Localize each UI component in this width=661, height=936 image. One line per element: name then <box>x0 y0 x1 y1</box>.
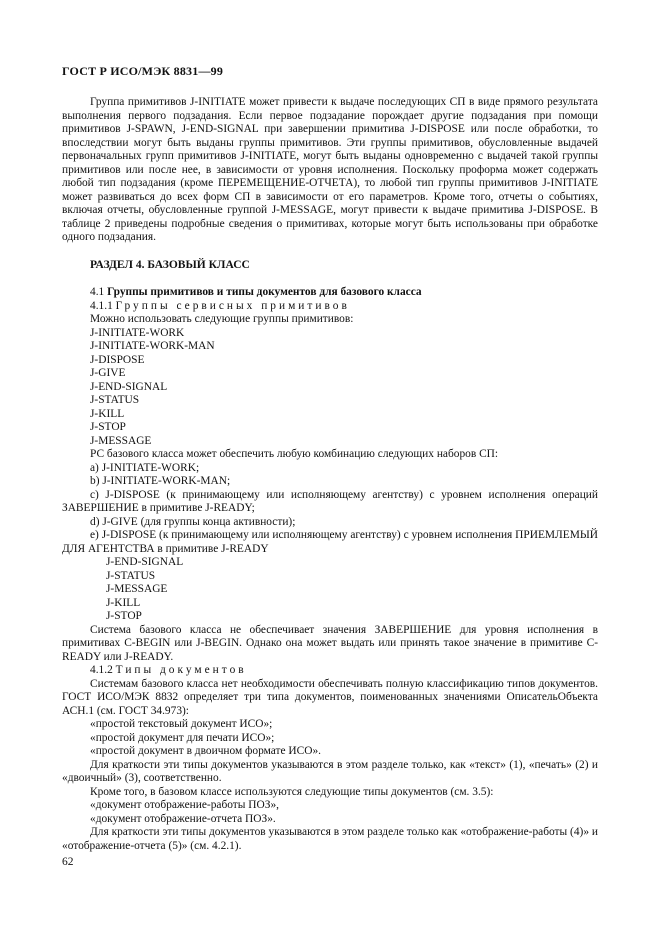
option-d: d) J-GIVE (для группы конца активности); <box>90 515 296 528</box>
rs-intro-text: РС базового класса может обеспечить любую комбинацию следующих наборов СП: <box>90 448 499 460</box>
primitive-group-list <box>62 327 598 449</box>
base-system-paragraph: Система базового класса не обеспечивает значения ЗАВЕРШЕНИЕ для уровня исполнения в примитивах C-BEGIN или J-BEGIN. Однако она может выдать или принять такое значение в примитиве C-READY или J-READY. <box>62 623 598 663</box>
list-item: J-KILL <box>106 596 141 609</box>
list-item: J-END-SIGNAL <box>106 556 184 568</box>
document-body <box>62 96 598 853</box>
list-item: J-MESSAGE <box>90 434 152 447</box>
list-item: J-STATUS <box>90 394 140 406</box>
list-item: «простой текстовый документ ИСО»; <box>90 718 273 730</box>
option-a: a) J-INITIATE-WORK; <box>90 461 200 474</box>
subsection-4-1-1 <box>62 300 598 314</box>
subsection-4-1-2-title: Типы документов <box>115 664 247 676</box>
list-item: J-STATUS <box>106 569 156 582</box>
subsection-4-1-1-title: Группы сервисных примитивов <box>115 299 350 312</box>
document-header: ГОСТ Р ИСО/МЭК 8831—99 <box>62 64 224 78</box>
list-item: J-STOP <box>106 610 142 622</box>
option-b: b) J-INITIATE-WORK-MAN; <box>90 475 231 487</box>
option-c: c) J-DISPOSE (к принимающему или исполняющему агентству) с уровнем исполнения операций ЗАВЕРШЕНИЕ в примитиве J-READY; <box>62 488 598 514</box>
list-item: J-DISPOSE <box>90 353 145 366</box>
list-item: J-GIVE <box>90 367 126 379</box>
brevity-paragraph-2: Для краткости эти типы документов указываются в этом разделе только как «отображение-работы (4)» и «отображение-отчета (5)» (см. 4.2.1). <box>62 826 598 852</box>
list-item: «документ отображение-отчета ПОЗ». <box>90 812 276 825</box>
also-paragraph: Кроме того, в базовом классе используются следующие типы документов (см. 3.5): <box>90 785 494 798</box>
list-item: J-INITIATE-WORK-MAN <box>90 340 215 352</box>
intro-paragraph: Группа примитивов J-INITIATE может привести к выдаче последующих СП в виде прямого результата выполнения первого подзадания. Если первое подзадание порождает другие подзадания при помощи примитивов J-SPAWN, J-END-SIGNAL при завершении примитива J-DISPOSE или после обработки, то впоследствии могут быть выданы группы примитивов. Эти группы примитивов, обусловленные выдачей первоначальных групп примитивов J-INITIATE, могут быть выданы одновременно с выдачей такой группы примитивов или после нее, в зависимости от уровня исполнения. Поскольку проформа может содержать любой тип подзадания (кроме ПЕРЕМЕЩЕНИЕ-ОТЧЕТА), то любой тип группы примитивов J-INITIATE может развиваться до всех форм СП в зависимости от его параметров. Кроме того, отчеты о событиях, включая отчеты, обусловленные группой J-MESSAGE, могут привести к выдаче примитива J-DISPOSE. В таблице 2 приведены подробные сведения о примитивах, которые могут быть использованы при обработке одного подзадания. <box>62 96 598 243</box>
option-e: e) J-DISPOSE (к принимающему или исполняющему агентству) с уровнем исполнения ПРИЕМЛЕМЫЙ ДЛЯ АГЕНТСТВА в примитиве J-READY <box>62 529 598 555</box>
list-item: J-INITIATE-WORK <box>90 326 185 339</box>
doc-type-list-2 <box>62 799 598 826</box>
list-item: «простой документ для печати ИСО»; <box>90 731 275 744</box>
list-item: «документ отображение-работы ПОЗ», <box>90 799 279 811</box>
doc-types-paragraph: Системам базового класса нет необходимости обеспечивать полную классификацию типов документов. ГОСТ ИСО/МЭК 8832 определяет три типа документов, поименованных значениями ОписательОбъекта АСН.1 (см. ГОСТ 34.973): <box>62 677 598 717</box>
subsection-4-1-2-number: 4.1.2 <box>90 664 113 676</box>
subsection-4-1-title: Группы примитивов и типы документов для базового класса <box>107 286 422 298</box>
option-e-list <box>62 556 598 624</box>
list-item: J-STOP <box>90 421 126 433</box>
brevity-paragraph-1: Для краткости эти типы документов указываются в этом разделе только, как «текст» (1), «печать» (2) и «двоичный» (3), соответственно. <box>62 758 598 784</box>
subsection-4-1-number: 4.1 <box>90 286 105 298</box>
page-number: 62 <box>62 856 74 868</box>
list-item: J-KILL <box>90 407 125 420</box>
list-item: J-END-SIGNAL <box>90 380 168 393</box>
can-use-text: Можно использовать следующие группы примитивов: <box>90 313 354 325</box>
list-item: J-MESSAGE <box>106 583 168 595</box>
section-title: РАЗДЕЛ 4. БАЗОВЫЙ КЛАСС <box>90 258 250 271</box>
list-item: «простой документ в двоичном формате ИСО». <box>90 745 322 757</box>
subsection-4-1-1-number: 4.1.1 <box>90 299 113 312</box>
subsection-4-1 <box>62 286 598 300</box>
doc-type-list <box>62 718 598 759</box>
subsection-4-1-2 <box>62 664 598 678</box>
